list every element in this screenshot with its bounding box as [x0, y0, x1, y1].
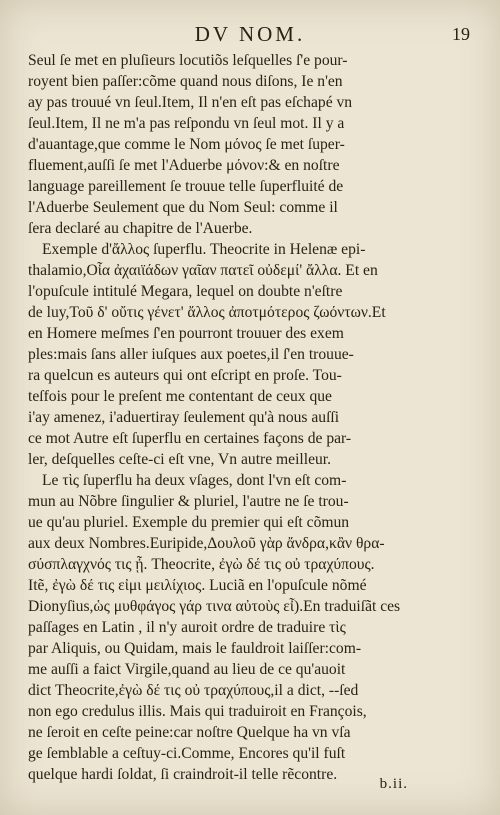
- text-line: ler, deſquelles ceſte-ci eſt vne, Vn autre meilleur.: [28, 451, 332, 468]
- text-line: aux deux Nombres.Euripide,Δουλοῦ γὰρ ἄνδρα,κἂν θρα-: [28, 535, 385, 552]
- text-line: Seul ſe met en pluſieurs locutiõs leſquelles ſ'e pour-: [28, 52, 348, 69]
- text-line: Itẽ, ἐγὼ δέ τις εἰμι μειλίχιος. Luciã en l'opuſcule nõmé: [28, 577, 367, 594]
- text-line: ſera declaré au chapitre de l'Auerbe.: [28, 220, 253, 237]
- text-line: i'ay amenez, i'aduertiray ſeulement qu'à nous auſſi: [28, 409, 340, 426]
- text-line: ay pas trouué vn ſeul.Item, Il n'en eſt pas eſchapé vn: [28, 94, 353, 111]
- text-line: teſfois pour le preſent me contentant de ceux que: [28, 388, 332, 405]
- text-line: quelque hardi ſoldat, ſi craindroit-il telle rẽcontre.: [28, 766, 338, 783]
- text-line: ra quelcun es auteurs qui ont eſcript en proſe. Tou-: [28, 367, 342, 384]
- text-line: d'auantage,que comme le Nom μόνος ſe met ſuper-: [28, 136, 345, 153]
- text-line: Dionyſius,ὡς μυθφάγος γάρ τινα αὐτοὺς εἶ).En traduiſãt ces: [28, 598, 401, 615]
- text-line: dict Theocrite,ἐγὼ δέ τις οὐ τραχύπους,il a dict, --ſed: [28, 682, 359, 699]
- text-line: Exemple d'ἄλλος ſuperflu. Theocrite in Helenæ epi-: [42, 241, 366, 258]
- text-line: paſſages en Latin , il n'y auroit ordre de traduire τὶς: [28, 619, 346, 636]
- page-number: 19: [452, 24, 470, 44]
- signature-mark: b.ii.: [379, 776, 408, 792]
- text-line: σύσπλαγχνός τις ᾖ. Theocrite, ἐγὼ δέ τις οὐ τραχύπους.: [28, 556, 375, 573]
- page-header: [0, 22, 500, 46]
- running-title: DV NOM.: [194, 22, 306, 46]
- text-line: en Homere meſmes ſ'en pourront trouuer des exem: [28, 325, 344, 342]
- body-text: [28, 50, 472, 785]
- text-line: ſeul.Item, Il ne m'a pas reſpondu vn ſeul mot. Il y a: [28, 115, 345, 132]
- text-line: language pareillement ſe trouue telle ſuperfluité de: [28, 178, 344, 195]
- text-line: ne ſeroit en ceſte peine:car noſtre Quelque ha vn vſa: [28, 724, 351, 741]
- text-line: l'Aduerbe Seulement que du Nom Seul: comme il: [28, 199, 338, 216]
- text-line: l'opuſcule intitulé Megara, lequel on doubte n'eſtre: [28, 283, 343, 300]
- text-line: de luy,Τοῦ δ' οὔτις γένετ' ἄλλος ἀποτμότερος ζωόντων.Et: [28, 304, 386, 321]
- text-line: ue qu'au pluriel. Exemple du premier qui eſt cõmun: [28, 514, 350, 531]
- text-line: ples:mais ſans aller iuſques aux poetes,il ſ'en trouue-: [28, 346, 354, 363]
- text-line: thalamio,Οἷα ἀχαιϊάδων γαῖαν πατεῖ οὐδεμί' ἄλλα. Et en: [28, 262, 378, 279]
- text-line: par Aliquis, ou Quidam, mais le fauldroit laiſſer:com-: [28, 640, 362, 657]
- text-line: mun au Nõbre ſingulier & pluriel, l'autre ne ſe trou-: [28, 493, 349, 510]
- text-line: royent bien paſſer:cõme quand nous diſons, Ie n'en: [28, 73, 343, 90]
- text-line: ge ſemblable a ceſtuy-ci.Comme, Encores qu'il fuſt: [28, 745, 346, 762]
- text-line: ce mot Autre eſt ſuperflu en certaines façons de par-: [28, 430, 352, 447]
- text-line: non ego credulus illis. Mais qui traduiroit en François,: [28, 703, 367, 720]
- text-line: me auſſi a faict Virgile,quand au lieu de ce qu'auoit: [28, 661, 346, 678]
- text-line: Le τὶς ſuperflu ha deux vſages, dont l'vn eſt com-: [42, 472, 347, 489]
- text-line: fluement,auſſi ſe met l'Aduerbe μόνον:& en noſtre: [28, 157, 340, 174]
